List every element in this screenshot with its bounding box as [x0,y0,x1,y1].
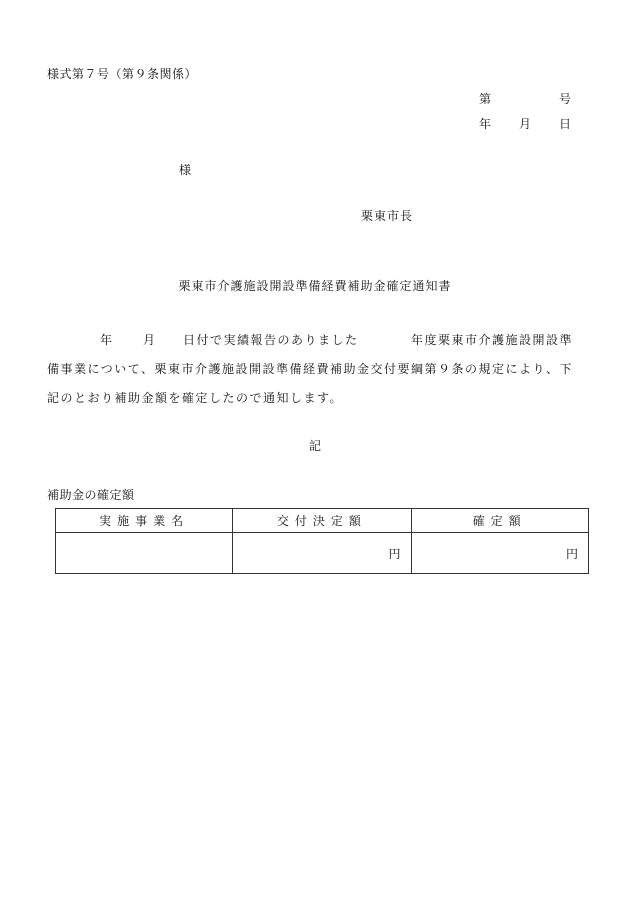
document-title: 栗東市介護施設開設準備経費補助金確定通知書 [178,279,452,293]
body-year: 年 [100,333,114,347]
sender-name: 栗東市長 [361,209,414,223]
form-number: 様式第７号（第９条関係） [47,67,198,81]
body-paragraph [47,326,577,413]
header-decided-amount: 交付決定額 [233,509,411,533]
cell-project-name[interactable] [56,533,233,574]
body-line-1 [47,326,577,355]
table-label: 補助金の確定額 [47,488,135,502]
table-row [56,533,589,574]
date-month: 月 [519,117,532,131]
date-day: 日 [559,117,572,131]
body-month: 月 [143,333,157,347]
body-line-1-text: 日付で実績報告のありました [183,333,359,347]
date-year: 年 [479,117,492,131]
cell-confirmed-amount[interactable]: 円 [411,533,588,574]
addressee-honorific: 様 [179,163,192,177]
header-confirmed-amount: 確定額 [411,509,588,533]
number-prefix: 第 [479,92,492,106]
cell-decided-amount[interactable]: 円 [233,533,411,574]
body-line-2: 備事業について、栗東市介護施設開設準備経費補助金交付要綱第９条の規定により、下 [47,362,574,376]
body-line-3: 記のとおり補助金額を確定したので通知します。 [47,391,344,405]
table-header-row [56,509,589,533]
body-line-1-tail: 年度栗東市介護施設開設準 [411,333,574,347]
amount-table [55,508,589,574]
header-project-name: 実施事業名 [56,509,233,533]
ki-heading: 記 [308,439,321,453]
number-suffix: 号 [559,92,572,106]
